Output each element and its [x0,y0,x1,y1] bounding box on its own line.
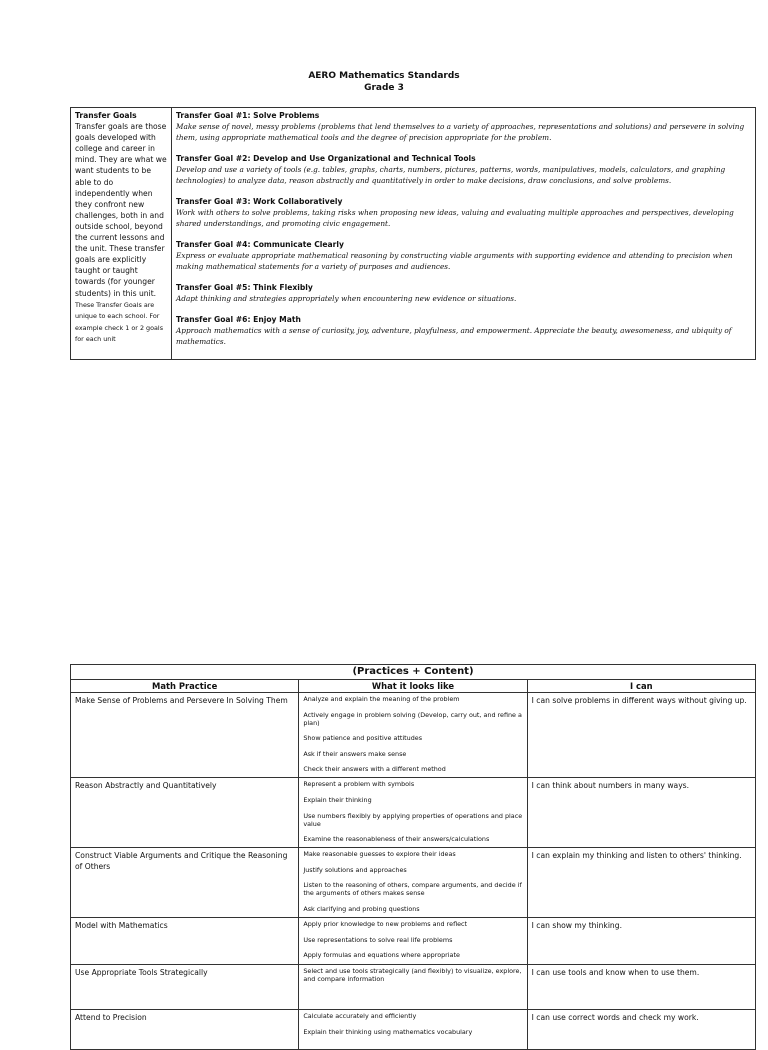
math-practice-cell: Make Sense of Problems and Persevere In Solving Them [71,693,299,778]
table-row [71,778,756,848]
document-title: AERO Mathematics Standards [308,71,460,81]
looks-like-item: Explain their thinking [303,795,372,804]
looks-like-cell [299,778,527,848]
transfer-goals-description-cell [71,108,172,360]
looks-like-item: Examine the reasonableness of their answers/calculations [303,835,490,844]
looks-like-item: Actively engage in problem solving (Develop, carry out, and refine a plan) [303,710,522,727]
looks-like-item: Use numbers flexibly by applying properties of operations and place value [303,811,523,828]
table-row [71,848,756,918]
transfer-goal-title: Transfer Goal #3: Work Collaboratively [176,197,343,206]
transfer-goal-description: Make sense of novel, messy problems (problems that lend themselves to a variety of approaches, representations and solutions) and persevere in solving them, using appropriate mathematical tools and the degree of precision appropriate for the problem. [176,122,745,142]
looks-like-item: Listen to the reasoning of others, compare arguments, and decide if the arguments of others makes sense [303,881,522,898]
looks-like-cell [299,848,527,918]
transfer-goals-text: Transfer goals are those goals developed with college and career in mind. They are what we want students to be able to do independently when they confront new challenges, both in and outside school, beyond the current lessons and the unit. These transfer goals are explicitly taught or taught towards (for younger students) in this unit. [75,122,167,298]
transfer-goal-title: Transfer Goal #2: Develop and Use Organizational and Technical Tools [176,154,476,163]
transfer-goal-1 [176,110,751,143]
i-can-cell: I can think about numbers in many ways. [527,778,755,848]
math-practice-cell: Attend to Precision [71,1009,299,1049]
transfer-goals-note: These Transfer Goals are unique to each school. For example check 1 or 2 goals for each unit [75,300,164,344]
header-math-practice: Math Practice [71,680,299,693]
transfer-goals-row [71,108,756,360]
looks-like-item: Make reasonable guesses to explore their ideas [303,850,456,859]
i-can-cell: I can explain my thinking and listen to others' thinking. [527,848,755,918]
practices-header-row [71,680,756,693]
i-can-cell: I can use correct words and check my work. [527,1009,755,1049]
looks-like-item: Represent a problem with symbols [303,780,415,789]
transfer-goal-title: Transfer Goal #1: Solve Problems [176,111,320,120]
transfer-goal-title: Transfer Goal #4: Communicate Clearly [176,240,344,249]
transfer-goal-2 [176,153,751,186]
document-title-block [0,70,768,94]
looks-like-item: Use representations to solve real life problems [303,935,453,944]
transfer-goal-description: Adapt thinking and strategies appropriately when encountering new evidence or situations. [176,294,517,303]
looks-like-item: Ask if their answers make sense [303,749,407,758]
i-can-cell: I can solve problems in different ways without giving up. [527,693,755,778]
transfer-goal-5 [176,282,751,304]
header-what-it-looks-like: What it looks like [299,680,527,693]
looks-like-item: Calculate accurately and efficiently [303,1011,417,1020]
transfer-goal-title: Transfer Goal #6: Enjoy Math [176,315,301,324]
math-practice-cell: Construct Viable Arguments and Critique the Reasoning of Others [71,848,299,918]
table-row [71,1009,756,1049]
i-can-cell: I can use tools and know when to use them. [527,964,755,1009]
transfer-goal-title: Transfer Goal #5: Think Flexibly [176,283,313,292]
looks-like-item: Ask clarifying and probing questions [303,904,420,913]
looks-like-cell [299,693,527,778]
transfer-goal-4 [176,239,751,272]
looks-like-cell [299,1009,527,1049]
transfer-goal-6 [176,314,751,347]
looks-like-item: Apply formulas and equations where appropriate [303,951,460,960]
transfer-goal-3 [176,196,751,229]
transfer-goal-description: Approach mathematics with a sense of curiosity, joy, adventure, playfulness, and empowerment. Appreciate the beauty, awesomeness, and ubiquity of mathematics. [176,326,732,346]
document-subtitle: Grade 3 [364,83,404,93]
i-can-cell: I can show my thinking. [527,917,755,964]
practices-banner-row [71,665,756,680]
looks-like-item: Justify solutions and approaches [303,865,407,874]
looks-like-cell [299,964,527,1009]
table-row [71,693,756,778]
table-row [71,917,756,964]
math-practice-cell: Reason Abstractly and Quantitatively [71,778,299,848]
math-practice-cell: Use Appropriate Tools Strategically [71,964,299,1009]
looks-like-item: Show patience and positive attitudes [303,734,423,743]
looks-like-item: Explain their thinking using mathematics vocabulary [303,1027,473,1036]
looks-like-cell [299,917,527,964]
math-practice-cell: Model with Mathematics [71,917,299,964]
looks-like-item: Check their answers with a different method [303,765,446,774]
practices-table [70,664,756,1050]
transfer-goals-list-cell [172,108,756,360]
looks-like-item: Apply prior knowledge to new problems and reflect [303,919,468,928]
table-row [71,964,756,1009]
transfer-goal-description: Work with others to solve problems, taking risks when proposing new ideas, valuing and evaluating multiple approaches and perspectives, developing shared understandings, and promoting civic engagement. [176,208,734,228]
transfer-goal-description: Develop and use a variety of tools (e.g. tables, graphs, charts, numbers, pictures, patterns, words, manipulatives, models, calculators, and graphing technologies) to analyze data, reason abstractly and quantitatively in order to make decisions, draw conclusions, and solve problems. [176,165,726,185]
looks-like-item: Analyze and explain the meaning of the problem [303,695,460,703]
transfer-goals-heading: Transfer Goals [75,111,137,120]
looks-like-item: Select and use tools strategically (and flexibly) to visualize, explore, and compare information [303,966,522,983]
transfer-goal-description: Express or evaluate appropriate mathematical reasoning by constructing viable arguments with supporting evidence and attending to precision when making mathematical statements for a variety of purposes and audiences. [176,251,733,271]
header-i-can: I can [527,680,755,693]
transfer-goals-table [70,107,756,360]
practices-banner: (Practices + Content) [71,665,756,680]
